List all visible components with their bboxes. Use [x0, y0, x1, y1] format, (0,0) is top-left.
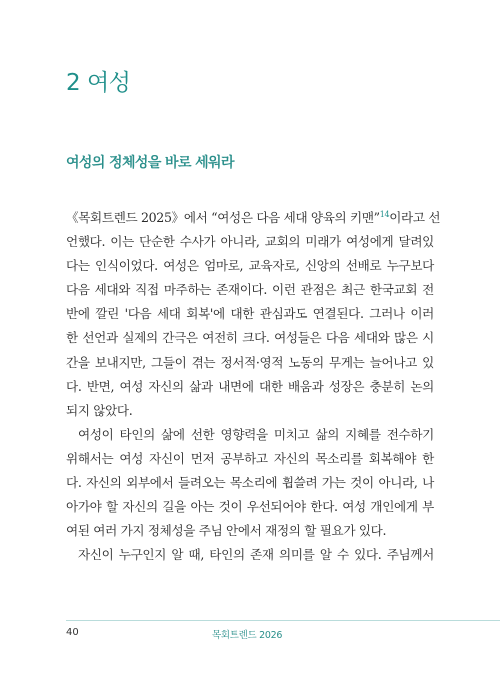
- paragraph-line: 자신이 누구인지 알 때, 타인의 존재 의미를 알 수 있다. 주님께서: [78, 547, 434, 563]
- paragraph-line: 위해서는 여성 자신이 먼저 공부하고 자신의 목소리를 회복해야 한: [66, 450, 434, 466]
- paragraph-line: 언했다. 이는 단순한 수사가 아니라, 교회의 미래가 여성에게 달려있: [66, 234, 434, 250]
- footnote-ref[interactable]: 14: [379, 209, 390, 219]
- paragraph-line: [66, 206, 441, 230]
- paragraph-line: 되지 않았다.: [66, 402, 133, 418]
- chapter-title: 2 여성: [66, 70, 131, 96]
- paragraph-line: 다. 반면, 여성 자신의 삶과 내면에 대한 배움과 성장은 충분히 논의: [66, 378, 434, 394]
- paragraph-line: 아가야 할 자신의 길을 아는 것이 우선되어야 한다. 여성 개인에게 부: [66, 499, 434, 515]
- paragraph-line: 한 선언과 실제의 간극은 여전히 크다. 여성들은 다음 세대와 많은 시: [66, 330, 434, 346]
- paragraph-line: 여성이 타인의 삶에 선한 영향력을 미치고 삶의 지혜를 전수하기: [78, 426, 434, 442]
- running-footer-title: 목회트렌드 2026: [212, 630, 283, 641]
- line-text: 《목회트렌드 2025》에서 “여성은 다음 세대 양육의 키맨”: [66, 210, 380, 225]
- paragraph-line: 다는 인식이었다. 여성은 엄마로, 교육자로, 신앙의 선배로 누구보다: [66, 258, 434, 274]
- section-heading: 여성의 정체성을 바로 세워라: [66, 155, 234, 171]
- paragraph-line: 간을 보내지만, 그들이 겪는 정서적·영적 노동의 무게는 늘어나고 있: [66, 354, 434, 370]
- body-text: [66, 206, 441, 567]
- paragraph-line: 다. 자신의 외부에서 들려오는 목소리에 휩쓸려 가는 것이 아니라, 나: [66, 475, 434, 491]
- page-number: 40: [66, 627, 79, 638]
- line-text: 이라고 선: [389, 210, 441, 225]
- paragraph-line: 여된 여러 가지 정체성을 주님 안에서 재정의 할 필요가 있다.: [66, 523, 387, 539]
- footer-rule: [66, 620, 500, 621]
- paragraph-line: 다음 세대와 직접 마주하는 존재이다. 이런 관점은 최근 한국교회 전: [66, 282, 434, 298]
- paragraph-line: 반에 깔린 '다음 세대 회복'에 대한 관심과도 연결된다. 그러나 이러: [66, 306, 434, 322]
